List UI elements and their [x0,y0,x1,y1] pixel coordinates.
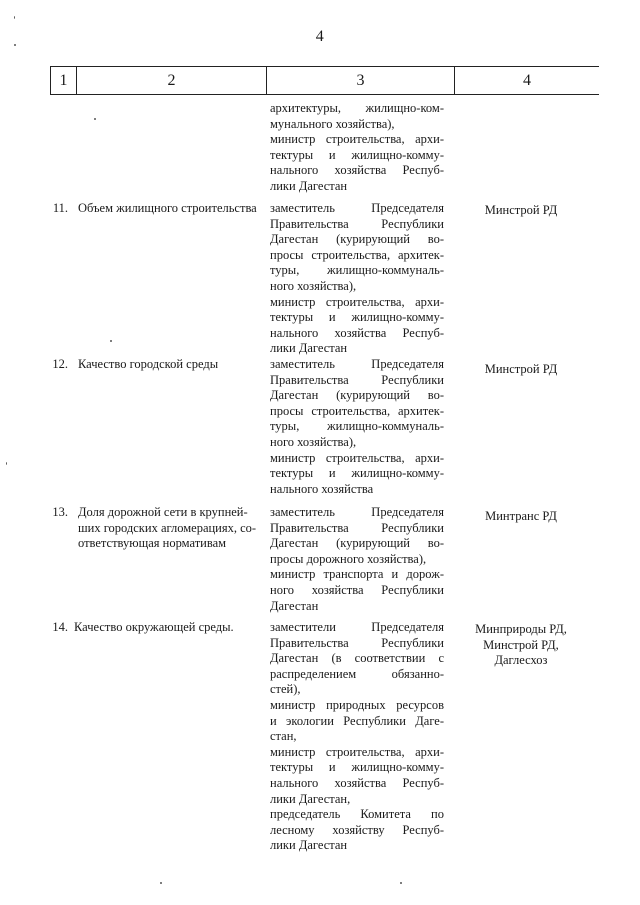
row-agency: Минстрой РД [484,203,558,217]
header-cell-3: 3 [267,67,455,94]
text-line: просы дорожного хозяйства), [270,551,427,566]
text-line: Дагестан (в соответствии с [270,651,444,666]
row-indicator: Качество окружающей среды. [74,620,234,634]
scan-speck [160,882,162,884]
text-line: заместитель Председателя [270,201,444,215]
header-cell-1: 1 [51,67,77,94]
text-line: распределением обязанно- [270,666,444,681]
scan-speck [110,340,112,342]
text-line: Правительства Республики [270,372,444,387]
text-line: просы строительства, архитек- [270,403,444,418]
text-line: тектуры и жилищно-комму- [270,466,444,481]
text-line: заместитель Председателя [270,357,444,371]
text-line: лики Дагестан, [270,791,351,806]
text-line: министр строительства, архи- [270,294,444,309]
text-line: туры, жилищно-коммуналь- [270,263,444,278]
row-number: 12. [52,357,68,371]
text-line: Минприроды РД, [475,622,567,636]
text-line: лесному хозяйству Респуб- [270,822,444,837]
text-line: ших городских агломерациях, со- [78,520,257,535]
text-line: ного хозяйства), [270,278,357,293]
text-line: просы строительства, архитек- [270,247,444,262]
text-line: лики Дагестан [270,838,348,853]
scan-speck [6,462,7,465]
row-responsible [270,357,444,497]
page-number: 4 [315,28,325,45]
text-line: мунального хозяйства), [270,116,395,131]
row-responsible [270,620,444,854]
row-number: 13. [52,505,68,519]
text-line: и экологии Республики Даге- [270,713,444,728]
text-line: ного хозяйства Республики [270,582,444,597]
text-line: Дагестан (курирующий во- [270,536,444,551]
text-line: Дагестан (курирующий во- [270,232,444,247]
text-line: туры, жилищно-коммуналь- [270,419,444,434]
row-responsible [270,505,444,614]
text-line: министр строительства, архи- [270,450,444,465]
scan-speck [14,44,16,46]
text-line: Правительства Республики [270,216,444,231]
text-line: Минстрой РД, [483,637,559,652]
text-line: нального хозяйства Респуб- [270,163,444,178]
text-line: заместитель Председателя [270,505,444,519]
scan-speck [94,118,96,120]
table-header-row [50,66,599,95]
scan-speck [400,882,402,884]
scan-speck [14,16,15,19]
text-line: архитектуры, жилищно-ком- [270,101,444,115]
text-line: Дагестан [270,598,319,613]
text-line: министр строительства, архи- [270,132,444,147]
row-agency [446,622,596,669]
text-line: Доля дорожной сети в крупней- [78,505,248,519]
text-line: заместители Председателя [270,620,444,634]
text-line: ответствующая нормативам [78,536,227,551]
row-number: 14. [52,620,68,634]
text-line: нального хозяйства Респуб- [270,325,444,340]
text-line: Даглесхоз [494,653,548,668]
row-number: 11. [52,201,68,215]
text-line: нального хозяйства Респуб- [270,775,444,790]
row-agency: Минтранс РД [485,509,557,523]
row-indicator: Объем жилищного строительства [78,201,257,215]
continuation-responsible [270,101,444,195]
row-responsible [270,201,444,357]
header-cell-2: 2 [77,67,267,94]
text-line: лики Дагестан [270,341,348,356]
text-line: Правительства Республики [270,635,444,650]
text-line: министр природных ресурсов [270,697,444,712]
text-line: ного хозяйства), [270,434,357,449]
text-line: тектуры и жилищно-комму- [270,760,444,775]
row-indicator [78,505,270,552]
text-line: стан, [270,729,297,744]
text-line: лики Дагестан [270,178,348,193]
text-line: министр транспорта и дорож- [270,567,444,582]
text-line: нального хозяйства [270,481,374,496]
header-cell-4: 4 [523,71,531,89]
text-line: председатель Комитета по [270,807,444,822]
row-indicator: Качество городской среды [78,357,219,371]
text-line: тектуры и жилищно-комму- [270,310,444,325]
text-line: Правительства Республики [270,520,444,535]
text-line: стей), [270,682,301,697]
row-agency: Минстрой РД [484,362,558,376]
text-line: министр строительства, архи- [270,744,444,759]
text-line: Дагестан (курирующий во- [270,388,444,403]
text-line: тектуры и жилищно-комму- [270,147,444,162]
